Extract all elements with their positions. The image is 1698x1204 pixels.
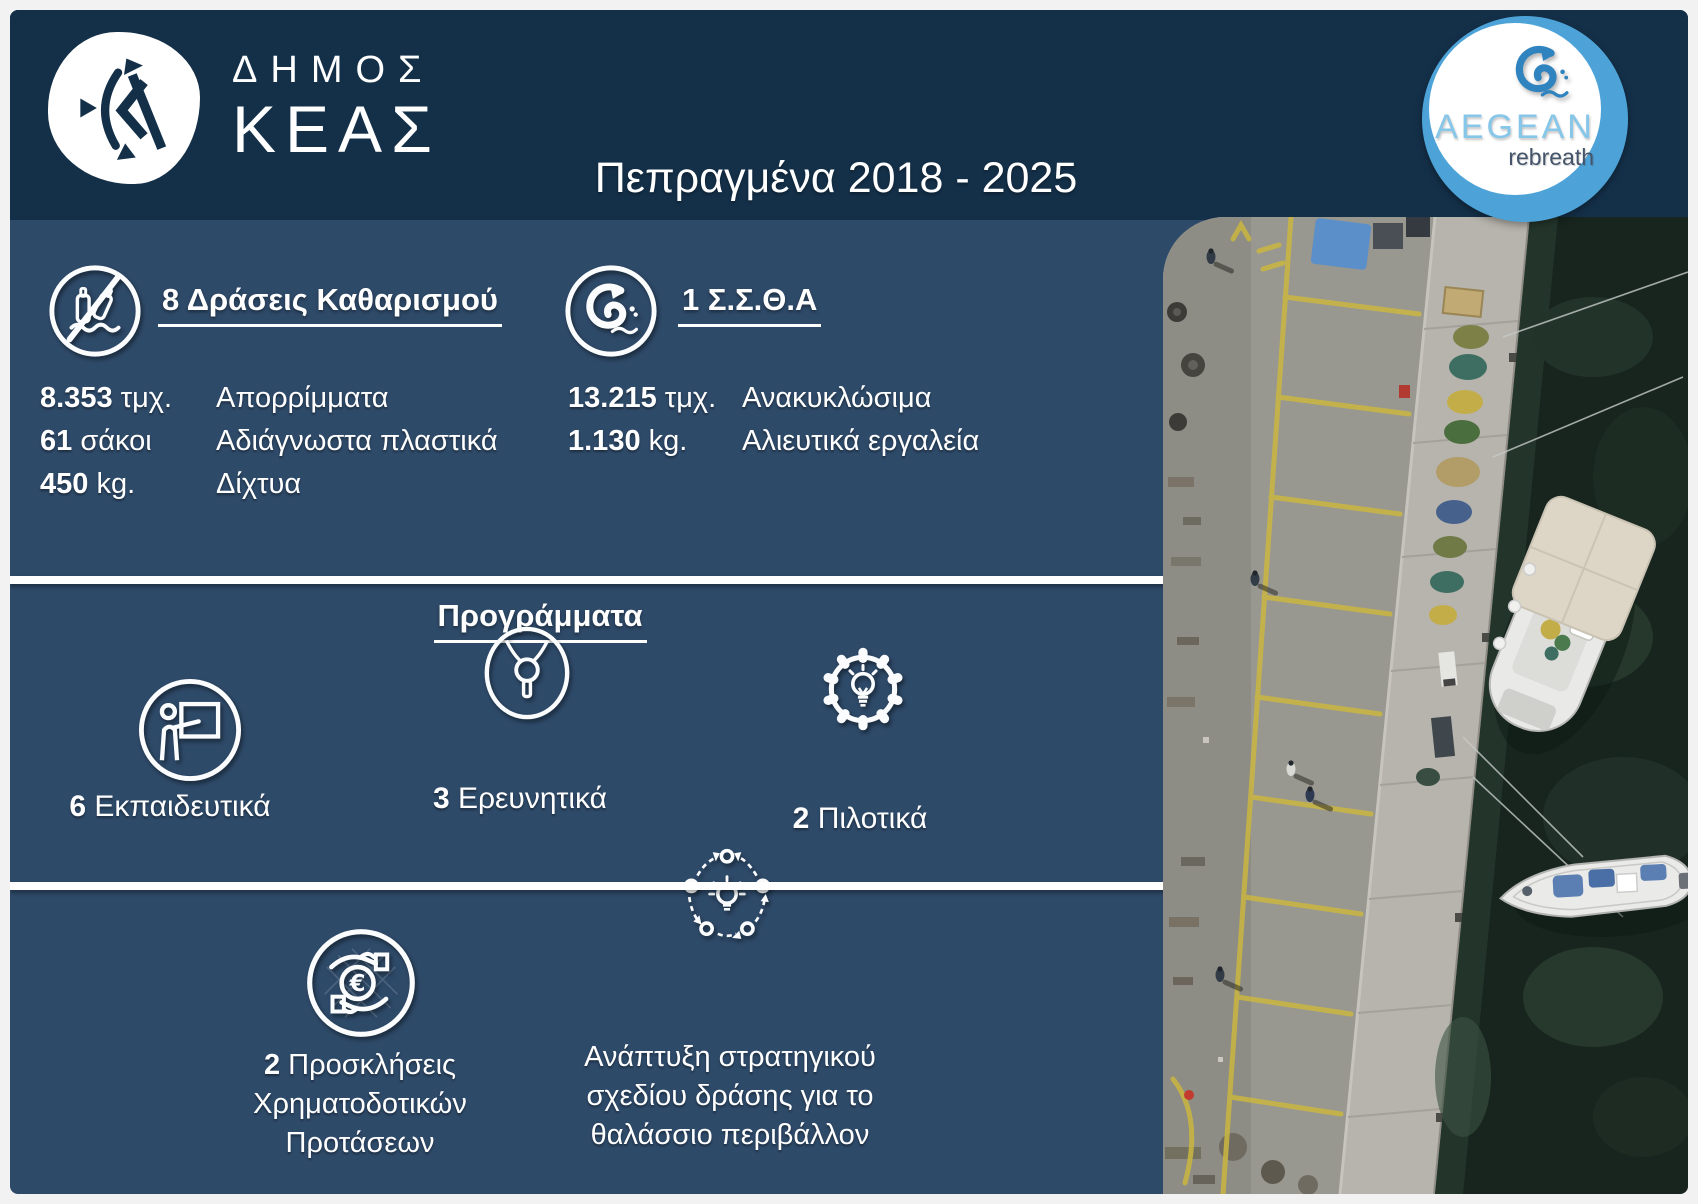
program-count: 6 — [69, 790, 87, 823]
program-item-pilot — [740, 802, 980, 836]
cleanup-heading: 8 Δράσεις Καθαρισμού — [158, 282, 502, 327]
gear-lightbulb-icon — [812, 638, 914, 740]
cleanup-heading-wrap — [158, 282, 502, 327]
municipality-name — [232, 48, 441, 166]
aegean-wordmark: AEGEAN — [1435, 108, 1595, 146]
stat-row — [568, 425, 687, 463]
stat-value: 13.215 — [568, 382, 657, 414]
program-label: Εκπαιδευτικά — [94, 790, 271, 823]
program-label: Πιλοτικά — [817, 802, 928, 835]
stat-unit: σάκοι — [80, 425, 152, 457]
strategy-text — [565, 1038, 895, 1155]
ssta-swirl-icon — [562, 262, 660, 360]
funding-count: 2 — [263, 1049, 281, 1081]
program-item-research — [400, 782, 640, 816]
program-count: 3 — [432, 782, 450, 815]
program-count: 2 — [792, 802, 810, 835]
stat-label: Αδιάγνωστα πλαστικά — [216, 425, 498, 457]
stat-row — [568, 382, 716, 420]
strategy-line2: σχεδίου δράσης για το — [586, 1080, 874, 1112]
strategy-line1: Ανάπτυξη στρατηγικού — [584, 1041, 876, 1073]
stat-value: 8.353 — [40, 382, 113, 414]
funding-line3: Προτάσεων — [285, 1127, 435, 1159]
stat-label: Ανακυκλώσιμα — [742, 382, 932, 414]
stat-row — [40, 382, 172, 420]
stat-label: Απορρίμματα — [216, 382, 389, 414]
teacher-board-icon — [136, 676, 244, 784]
stat-unit: τμχ. — [664, 382, 717, 414]
section-separator — [10, 882, 1165, 890]
no-marine-litter-icon — [46, 262, 144, 360]
infographic-slide — [10, 10, 1688, 1194]
slide-title: Πεπραγμένα 2018 - 2025 — [594, 154, 1078, 202]
stat-value: 61 — [40, 425, 73, 457]
program-label: Ερευνητικά — [457, 782, 608, 815]
stat-unit: τμχ. — [120, 382, 173, 414]
funding-calls-text — [210, 1046, 510, 1163]
funding-line1: Προσκλήσεις — [288, 1049, 457, 1081]
magnifier-icon — [478, 624, 576, 722]
municipality-name-line2: ΚΕΑΣ — [232, 92, 441, 166]
harbor-photo-illustration — [1163, 217, 1688, 1194]
euro-symbol: € — [349, 970, 366, 997]
stat-unit: kg. — [96, 468, 136, 500]
kea-logo-icon — [65, 49, 183, 167]
harbor-aerial-photo — [1163, 217, 1688, 1194]
euro-hands-icon — [304, 926, 418, 1040]
strategy-line3: θαλάσσιο περιβάλλον — [590, 1119, 870, 1151]
program-item-education — [40, 790, 300, 824]
idea-network-icon — [676, 843, 778, 945]
funding-line2: Χρηματοδοτικών — [253, 1088, 467, 1120]
stat-row — [40, 425, 152, 463]
stat-label: Δίχτυα — [216, 468, 302, 500]
stat-value: 450 — [40, 468, 89, 500]
stat-unit: kg. — [648, 425, 688, 457]
ssta-heading: 1 Σ.Σ.Θ.Α — [678, 282, 821, 327]
rebreath-wordmark: rebreath — [1508, 144, 1594, 170]
stat-label: Αλιευτικά εργαλεία — [742, 425, 980, 457]
section-separator — [10, 576, 1165, 584]
rebreath-wave-icon — [1502, 38, 1580, 110]
aegean-rebreath-logo — [1422, 16, 1628, 222]
stat-row — [40, 468, 135, 506]
programs-heading: Προγράμματα — [434, 598, 647, 643]
kea-municipality-logo — [48, 32, 200, 184]
ssta-heading-wrap — [678, 282, 821, 327]
stat-value: 1.130 — [568, 425, 641, 457]
municipality-name-line1: ΔΗΜΟΣ — [232, 49, 435, 91]
